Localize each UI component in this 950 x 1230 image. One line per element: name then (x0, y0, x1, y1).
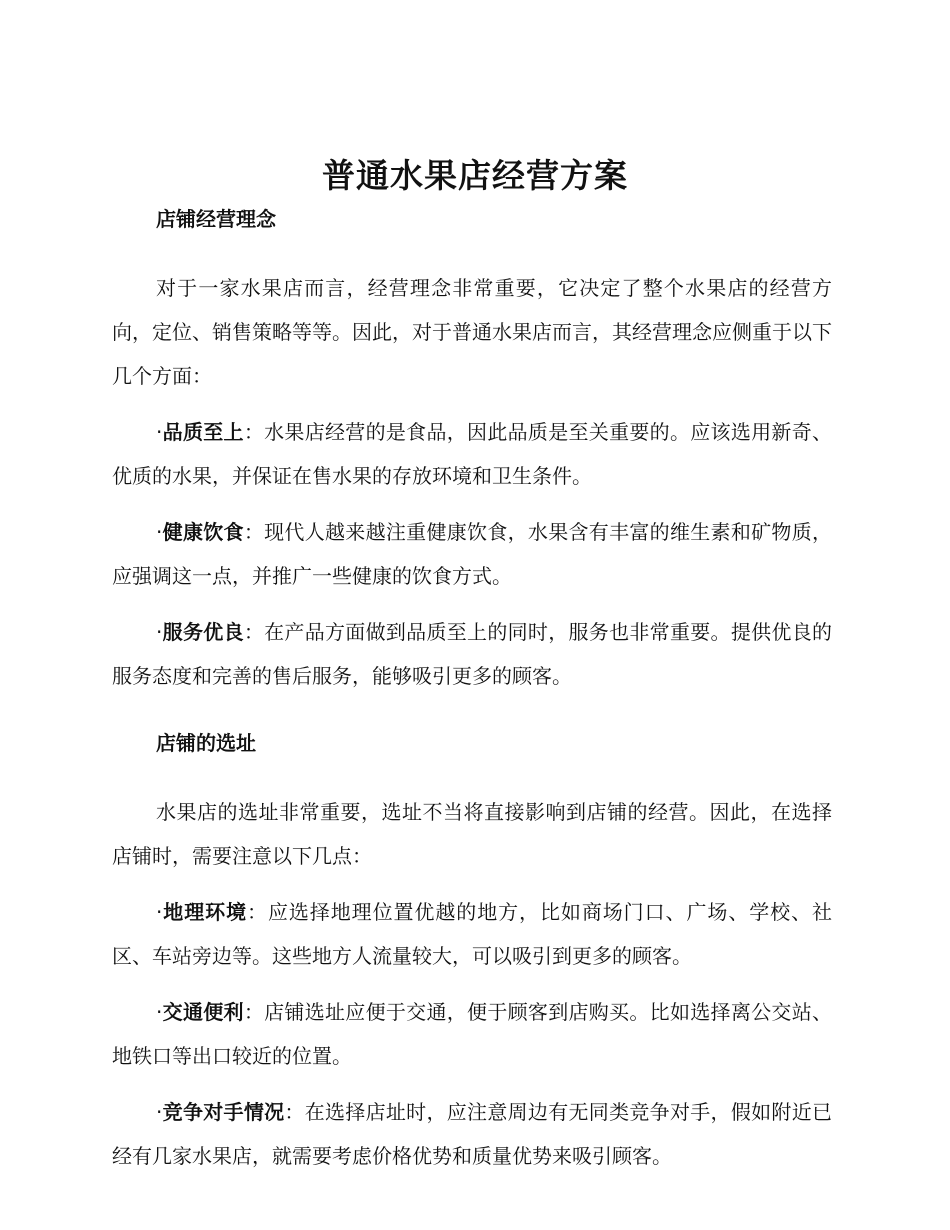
section-intro: 水果店的选址非常重要，选址不当将直接影响到店铺的经营。因此，在选择店铺时，需要注意以下几点： (112, 800, 832, 868)
section-intro: 对于一家水果店而言，经营理念非常重要，它决定了整个水果店的经营方向，定位、销售策略等等。因此，对于普通水果店而言，其经营理念应侧重于以下几个方面： (112, 276, 832, 388)
bullet-marker: · (156, 1100, 163, 1124)
bullet-text: 店铺选址应便于交通，便于顾客到店购买。比如选择离公交站、地铁口等出口较近的位置。 (112, 1000, 833, 1068)
section-heading: 店铺的选址 (156, 731, 256, 755)
bullet-lead: 品质至上 (162, 420, 244, 444)
bullet-marker: · (156, 420, 163, 444)
bullet-lead: 服务优良 (162, 620, 244, 644)
bullet-lead: 交通便利 (162, 1000, 244, 1024)
bullet-separator: ： (247, 900, 268, 924)
bullet-item (112, 610, 832, 698)
section-business-philosophy (112, 204, 832, 698)
bullet-lead: 健康饮食 (162, 520, 244, 544)
bullet-separator: ： (243, 420, 265, 444)
bullet-text: 在产品方面做到品质至上的同时，服务也非常重要。提供优良的服务态度和完善的售后服务，能够吸引更多的顾客。 (112, 620, 833, 688)
bullet-separator: ： (243, 620, 265, 644)
bullet-text: 水果店经营的是食品，因此品质是至关重要的。应该选用新奇、优质的水果，并保证在售水果的存放环境和卫生条件。 (112, 420, 833, 488)
document-body (112, 204, 832, 1178)
section-store-location (112, 728, 832, 1178)
bullet-marker: · (156, 520, 163, 544)
bullet-separator: ： (284, 1100, 305, 1124)
bullet-item (112, 990, 832, 1078)
bullet-text: 现代人越来越注重健康饮食，水果含有丰富的维生素和矿物质，应强调这一点，并推广一些健康的饮食方式。 (112, 520, 833, 588)
document-title: 普通水果店经营方案 (322, 156, 628, 195)
bullet-lead: 地理环境 (162, 900, 247, 924)
bullet-marker: · (156, 620, 163, 644)
bullet-separator: ： (243, 520, 265, 544)
bullet-marker: · (156, 1000, 163, 1024)
bullet-separator: ： (243, 1000, 265, 1024)
bullet-item (112, 1090, 832, 1178)
bullet-text: 应选择地理位置优越的地方，比如商场门口、广场、学校、社区、车站旁边等。这些地方人流量较大，可以吸引到更多的顾客。 (112, 900, 833, 968)
bullet-text: 在选择店址时，应注意周边有无同类竞争对手，假如附近已经有几家水果店，就需要考虑价格优势和质量优势来吸引顾客。 (112, 1100, 833, 1168)
bullet-item (112, 510, 832, 598)
bullet-marker: · (156, 900, 163, 924)
bullet-item (112, 890, 832, 978)
bullet-lead: 竞争对手情况 (162, 1100, 285, 1124)
section-heading: 店铺经营理念 (156, 207, 276, 231)
bullet-item (112, 410, 832, 498)
